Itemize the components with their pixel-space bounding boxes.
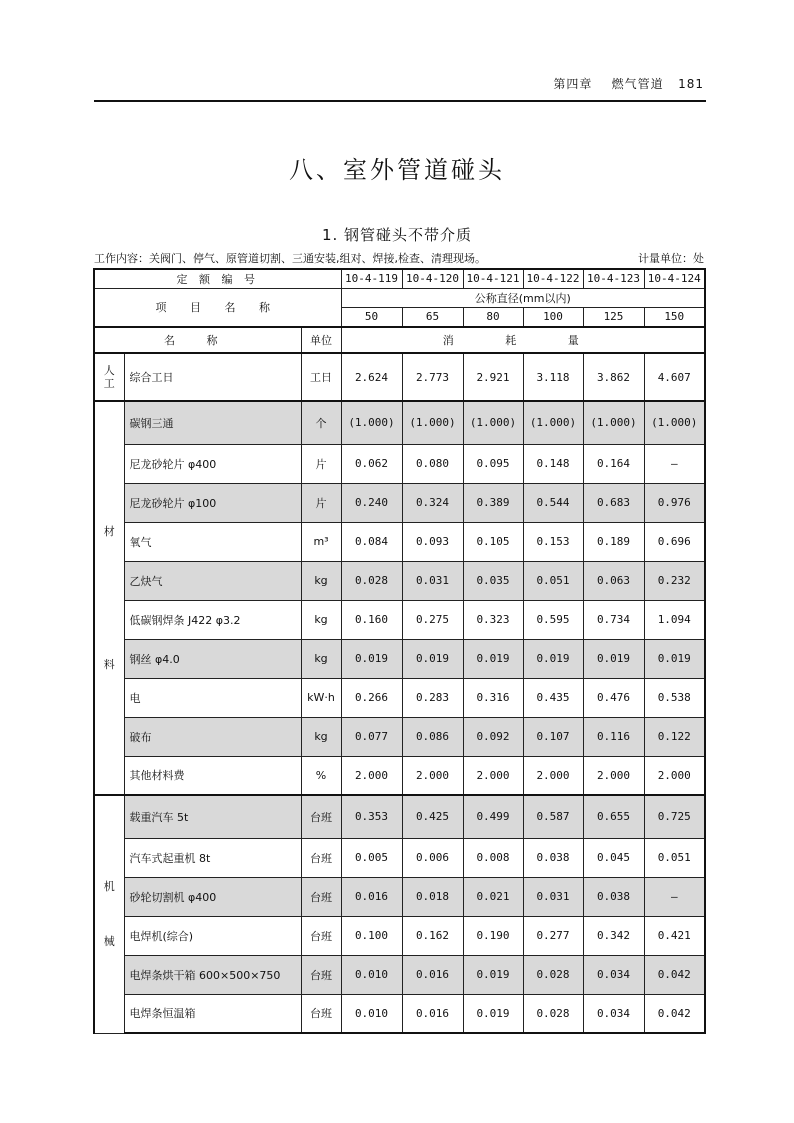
materials-row [94, 639, 705, 678]
consumption-value: 0.425 [402, 795, 463, 838]
consumption-value: — [644, 444, 705, 483]
consumption-value: 0.316 [463, 678, 523, 717]
consumption-value: 0.016 [402, 955, 463, 994]
quota-code: 10-4-120 [402, 269, 463, 288]
item-unit: 个 [301, 401, 341, 444]
consumption-value: 2.773 [402, 353, 463, 401]
consumption-value: 0.421 [644, 916, 705, 955]
consumption-value: 0.045 [583, 838, 644, 877]
consumption-value: 0.190 [463, 916, 523, 955]
consumption-value: (1.000) [402, 401, 463, 444]
consumption-value: 2.000 [402, 756, 463, 795]
materials-row [94, 444, 705, 483]
consumption-header: 消 耗 量 [341, 327, 705, 353]
diameter-value: 100 [523, 307, 583, 327]
consumption-value: 0.266 [341, 678, 402, 717]
consumption-value: 0.021 [463, 877, 523, 916]
item-unit: kg [301, 561, 341, 600]
consumption-value: 0.277 [523, 916, 583, 955]
labor-row [94, 353, 705, 401]
consumption-value: 0.499 [463, 795, 523, 838]
item-name: 钢丝 φ4.0 [124, 639, 301, 678]
consumption-value: 0.028 [523, 955, 583, 994]
consumption-value: (1.000) [583, 401, 644, 444]
diameter-value: 150 [644, 307, 705, 327]
materials-row [94, 483, 705, 522]
consumption-value: 0.084 [341, 522, 402, 561]
item-name-label: 项 目 名 称 [94, 288, 341, 327]
running-header [94, 75, 704, 92]
item-unit: m³ [301, 522, 341, 561]
diameter-value: 80 [463, 307, 523, 327]
quota-code: 10-4-124 [644, 269, 705, 288]
consumption-value: 0.038 [583, 877, 644, 916]
materials-category-char: 材 [103, 524, 115, 538]
materials-category-char: 料 [103, 658, 115, 671]
name-column-header: 名 称 [94, 327, 301, 353]
labor-category [94, 353, 124, 401]
quota-code-row [94, 269, 705, 288]
machinery-row [94, 795, 705, 838]
quota-code-label: 定 额 编 号 [94, 269, 341, 288]
item-name: 氧气 [124, 522, 301, 561]
item-name: 砂轮切割机 φ400 [124, 877, 301, 916]
consumption-value: 0.189 [583, 522, 644, 561]
consumption-value: 0.034 [583, 955, 644, 994]
materials-row [94, 522, 705, 561]
consumption-value: 0.019 [463, 994, 523, 1033]
item-unit: kg [301, 600, 341, 639]
consumption-value: 0.148 [523, 444, 583, 483]
item-name: 综合工日 [124, 353, 301, 401]
consumption-value: 2.000 [583, 756, 644, 795]
consumption-value: 0.544 [523, 483, 583, 522]
consumption-value: 0.028 [341, 561, 402, 600]
consumption-value: 0.028 [523, 994, 583, 1033]
consumption-value: 3.118 [523, 353, 583, 401]
consumption-value: 0.353 [341, 795, 402, 838]
consumption-value: 0.092 [463, 717, 523, 756]
consumption-value: 0.008 [463, 838, 523, 877]
item-unit: 片 [301, 444, 341, 483]
item-name: 电焊条烘干箱 600×500×750 [124, 955, 301, 994]
section-title: 八、室外管道碰头 [289, 156, 505, 184]
consumption-value: 0.042 [644, 955, 705, 994]
consumption-value: 0.107 [523, 717, 583, 756]
consumption-value: 4.607 [644, 353, 705, 401]
consumption-value: 0.019 [341, 639, 402, 678]
consumption-value: 0.725 [644, 795, 705, 838]
consumption-value: 2.000 [644, 756, 705, 795]
consumption-value: 2.624 [341, 353, 402, 401]
consumption-value: 0.018 [402, 877, 463, 916]
consumption-value: 2.000 [523, 756, 583, 795]
consumption-value: 1.094 [644, 600, 705, 639]
consumption-value: 0.976 [644, 483, 705, 522]
item-name: 汽车式起重机 8t [124, 838, 301, 877]
quota-code: 10-4-119 [341, 269, 402, 288]
consumption-value: 0.342 [583, 916, 644, 955]
consumption-value: 0.016 [341, 877, 402, 916]
consumption-value: 0.655 [583, 795, 644, 838]
machinery-row [94, 916, 705, 955]
consumption-value: 0.062 [341, 444, 402, 483]
consumption-value: (1.000) [644, 401, 705, 444]
subsection-title: 1. 钢管碰头不带介质 [321, 226, 473, 244]
consumption-value: 0.116 [583, 717, 644, 756]
consumption-value: 0.035 [463, 561, 523, 600]
consumption-value: 0.019 [523, 639, 583, 678]
unit-column-header: 单位 [301, 327, 341, 353]
machinery-category [94, 795, 124, 1033]
consumption-value: 0.389 [463, 483, 523, 522]
consumption-value: 0.019 [463, 639, 523, 678]
consumption-value: 0.051 [523, 561, 583, 600]
diameter-header-row [94, 288, 705, 307]
consumption-value: 0.595 [523, 600, 583, 639]
consumption-value: 0.034 [583, 994, 644, 1033]
item-unit: kW·h [301, 678, 341, 717]
diameter-value: 65 [402, 307, 463, 327]
consumption-value: 0.240 [341, 483, 402, 522]
topic-label: 燃气管道 [611, 77, 664, 91]
item-name: 尼龙砂轮片 φ400 [124, 444, 301, 483]
consumption-value: (1.000) [523, 401, 583, 444]
work-content: 工作内容：关阀门、停气、原管道切割、三通安装,组对、焊接,检查、清理现场。 [94, 252, 486, 265]
item-name: 碳钢三通 [124, 401, 301, 444]
consumption-value: 3.862 [583, 353, 644, 401]
item-name: 其他材料费 [124, 756, 301, 795]
item-name: 乙炔气 [124, 561, 301, 600]
consumption-value: 0.019 [402, 639, 463, 678]
consumption-value: — [644, 877, 705, 916]
materials-row [94, 600, 705, 639]
item-name: 电焊机(综合) [124, 916, 301, 955]
item-unit: 工日 [301, 353, 341, 401]
consumption-value: 0.164 [583, 444, 644, 483]
item-unit: 片 [301, 483, 341, 522]
item-name: 电 [124, 678, 301, 717]
item-unit: % [301, 756, 341, 795]
consumption-value: 0.323 [463, 600, 523, 639]
consumption-value: 0.031 [402, 561, 463, 600]
consumption-value: 0.100 [341, 916, 402, 955]
consumption-value: 0.019 [644, 639, 705, 678]
unit-note: 计量单位：处 [638, 252, 704, 265]
header-rule [94, 100, 706, 102]
consumption-value: 0.006 [402, 838, 463, 877]
page-number: 181 [678, 77, 704, 91]
materials-row [94, 401, 705, 444]
item-name: 尼龙砂轮片 φ100 [124, 483, 301, 522]
chapter-label: 第四章 [553, 77, 593, 91]
consumption-value: 2.921 [463, 353, 523, 401]
item-name: 低碳钢焊条 J422 φ3.2 [124, 600, 301, 639]
consumption-value: 0.696 [644, 522, 705, 561]
consumption-value: 0.232 [644, 561, 705, 600]
machinery-row [94, 838, 705, 877]
column-header-row [94, 327, 705, 353]
consumption-value: 0.019 [463, 955, 523, 994]
consumption-value: 0.051 [644, 838, 705, 877]
consumption-value: 2.000 [341, 756, 402, 795]
materials-category [94, 401, 124, 795]
consumption-value: 0.016 [402, 994, 463, 1033]
consumption-value: 0.435 [523, 678, 583, 717]
diameter-value: 50 [341, 307, 402, 327]
item-unit: 台班 [301, 994, 341, 1033]
item-name: 电焊条恒温箱 [124, 994, 301, 1033]
machinery-row [94, 877, 705, 916]
quota-code: 10-4-123 [583, 269, 644, 288]
consumption-value: (1.000) [341, 401, 402, 444]
materials-row [94, 717, 705, 756]
quota-code: 10-4-121 [463, 269, 523, 288]
materials-row [94, 561, 705, 600]
quota-code: 10-4-122 [523, 269, 583, 288]
materials-row [94, 756, 705, 795]
consumption-value: 0.093 [402, 522, 463, 561]
consumption-value: 0.734 [583, 600, 644, 639]
consumption-value: 0.019 [583, 639, 644, 678]
consumption-value: 0.283 [402, 678, 463, 717]
consumption-value: 0.038 [523, 838, 583, 877]
consumption-value: 0.031 [523, 877, 583, 916]
consumption-value: 0.063 [583, 561, 644, 600]
consumption-value: 0.324 [402, 483, 463, 522]
consumption-value: 0.587 [523, 795, 583, 838]
item-unit: 台班 [301, 877, 341, 916]
consumption-value: 0.476 [583, 678, 644, 717]
quota-table [93, 268, 706, 1034]
consumption-value: 0.095 [463, 444, 523, 483]
item-name: 载重汽车 5t [124, 795, 301, 838]
item-unit: 台班 [301, 795, 341, 838]
diameter-value: 125 [583, 307, 644, 327]
consumption-value: 2.000 [463, 756, 523, 795]
consumption-value: 0.077 [341, 717, 402, 756]
consumption-value: 0.005 [341, 838, 402, 877]
consumption-value: 0.010 [341, 994, 402, 1033]
item-name: 破布 [124, 717, 301, 756]
machinery-category-char: 机 [103, 879, 115, 893]
consumption-value: 0.162 [402, 916, 463, 955]
item-unit: 台班 [301, 838, 341, 877]
diameter-label: 公称直径(mm以内) [341, 288, 705, 307]
machinery-category-char: 械 [103, 935, 115, 949]
labor-category-label: 人工 [103, 363, 115, 390]
machinery-row [94, 955, 705, 994]
item-unit: kg [301, 639, 341, 678]
consumption-value: 0.042 [644, 994, 705, 1033]
materials-row [94, 678, 705, 717]
consumption-value: 0.010 [341, 955, 402, 994]
consumption-value: 0.160 [341, 600, 402, 639]
consumption-value: 0.683 [583, 483, 644, 522]
item-unit: kg [301, 717, 341, 756]
item-unit: 台班 [301, 916, 341, 955]
consumption-value: (1.000) [463, 401, 523, 444]
consumption-value: 0.538 [644, 678, 705, 717]
consumption-value: 0.153 [523, 522, 583, 561]
work-content-line [94, 250, 704, 266]
machinery-row [94, 994, 705, 1033]
consumption-value: 0.122 [644, 717, 705, 756]
consumption-value: 0.105 [463, 522, 523, 561]
consumption-value: 0.275 [402, 600, 463, 639]
consumption-value: 0.080 [402, 444, 463, 483]
consumption-value: 0.086 [402, 717, 463, 756]
item-unit: 台班 [301, 955, 341, 994]
